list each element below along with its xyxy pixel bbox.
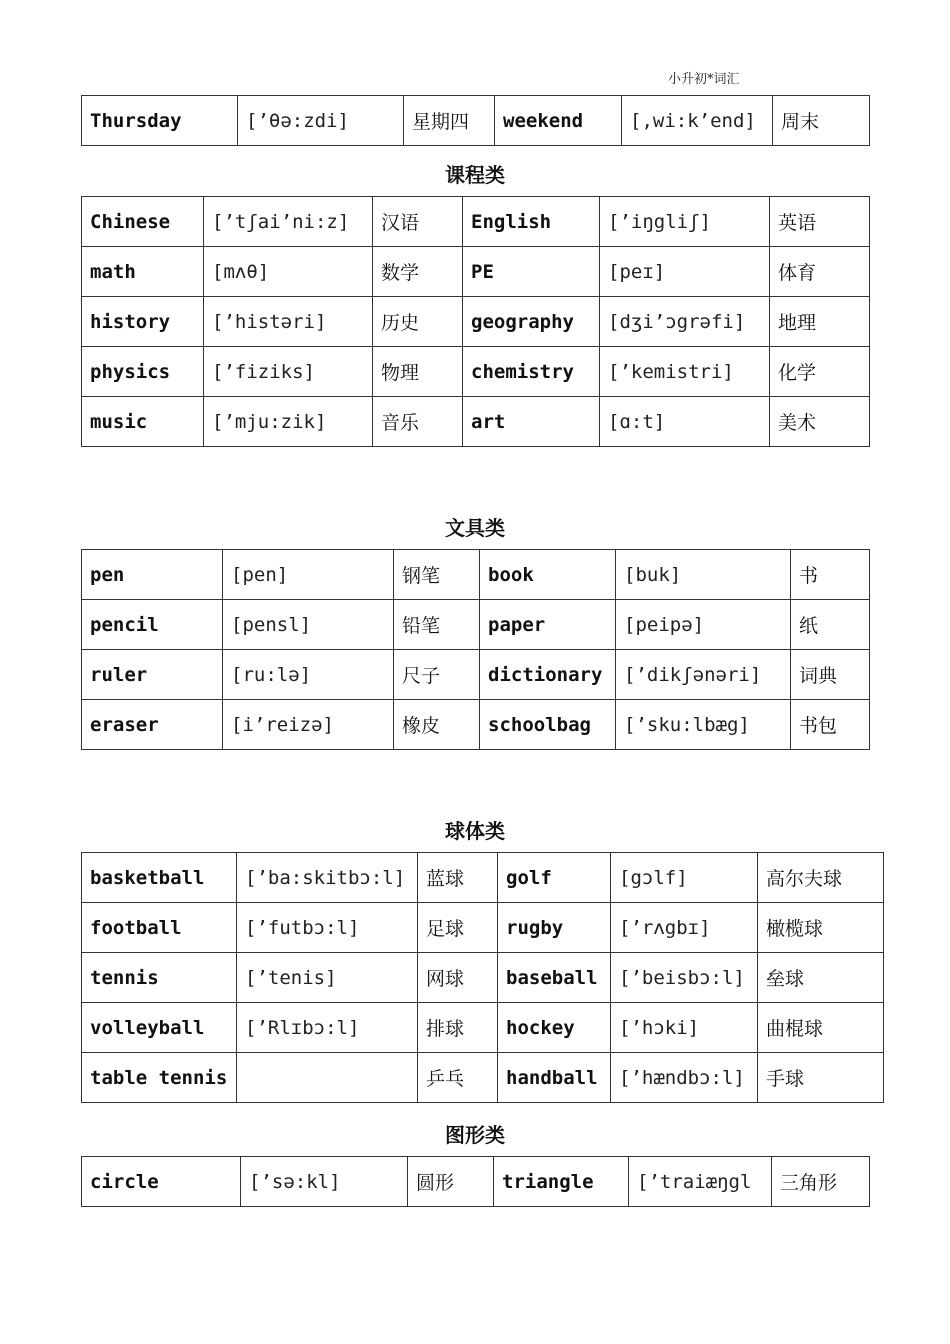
english-word-cell: geography (463, 297, 600, 347)
phonetic-cell: [pen] (223, 550, 394, 600)
table-row (82, 1003, 884, 1053)
english-word-cell: basketball (82, 853, 237, 903)
chinese-meaning-cell: 足球 (418, 903, 498, 953)
chinese-meaning-cell: 尺子 (394, 650, 480, 700)
chinese-meaning-cell: 手球 (758, 1053, 884, 1103)
english-word-cell: circle (82, 1157, 241, 1207)
chinese-meaning-cell: 三角形 (772, 1157, 870, 1207)
chinese-meaning-cell: 地理 (770, 297, 870, 347)
chinese-meaning-cell: 高尔夫球 (758, 853, 884, 903)
chinese-meaning-cell: 垒球 (758, 953, 884, 1003)
table-row (82, 1157, 870, 1207)
phonetic-cell: [peɪ] (600, 247, 770, 297)
chinese-meaning-cell: 曲棍球 (758, 1003, 884, 1053)
table-row (82, 600, 870, 650)
english-word-cell: PE (463, 247, 600, 297)
chinese-meaning-cell: 排球 (418, 1003, 498, 1053)
english-word-cell: ruler (82, 650, 223, 700)
chinese-meaning-cell: 乒乓 (418, 1053, 498, 1103)
chinese-meaning-cell: 数学 (373, 247, 463, 297)
chinese-meaning-cell: 历史 (373, 297, 463, 347)
chinese-meaning-cell: 铅笔 (394, 600, 480, 650)
phonetic-cell: [gɔlf] (611, 853, 758, 903)
table-row (82, 1053, 884, 1103)
chinese-meaning-cell: 化学 (770, 347, 870, 397)
phonetic-cell: [ɑ:t] (600, 397, 770, 447)
chinese-meaning-cell: 汉语 (373, 197, 463, 247)
vocab-table-stationery (81, 549, 870, 750)
phonetic-cell: [’sə:kl] (241, 1157, 408, 1207)
chinese-meaning-cell: 体育 (770, 247, 870, 297)
english-word-cell: paper (480, 600, 616, 650)
chinese-meaning-cell: 网球 (418, 953, 498, 1003)
english-word-cell: tennis (82, 953, 237, 1003)
phonetic-cell: [’kemistri] (600, 347, 770, 397)
chinese-meaning-cell: 蓝球 (418, 853, 498, 903)
chinese-meaning-cell: 音乐 (373, 397, 463, 447)
section-title-stationery: 文具类 (445, 516, 505, 540)
phonetic-cell: [’hændbɔ:l] (611, 1053, 758, 1103)
phonetic-cell: [’hɔki] (611, 1003, 758, 1053)
chinese-meaning-cell: 书包 (791, 700, 870, 750)
table-row (82, 247, 870, 297)
phonetic-cell: [’traiæŋgl (629, 1157, 772, 1207)
phonetic-cell: [,wi:k’end] (622, 96, 773, 146)
vocab-table-days (81, 95, 870, 146)
english-word-cell: hockey (498, 1003, 611, 1053)
phonetic-cell: [peipə] (616, 600, 791, 650)
english-word-cell: schoolbag (480, 700, 616, 750)
table-row (82, 650, 870, 700)
phonetic-cell: [’beisbɔ:l] (611, 953, 758, 1003)
phonetic-cell: [ru:lə] (223, 650, 394, 700)
chinese-meaning-cell: 美术 (770, 397, 870, 447)
vocab-table-shapes (81, 1156, 870, 1207)
table-row (82, 96, 870, 146)
chinese-meaning-cell: 书 (791, 550, 870, 600)
phonetic-cell: [’tenis] (237, 953, 418, 1003)
english-word-cell: eraser (82, 700, 223, 750)
table-row (82, 297, 870, 347)
english-word-cell: baseball (498, 953, 611, 1003)
phonetic-cell: [pensl] (223, 600, 394, 650)
english-word-cell: book (480, 550, 616, 600)
section-title-balls: 球体类 (445, 819, 505, 843)
table-row (82, 700, 870, 750)
english-word-cell: golf (498, 853, 611, 903)
chinese-meaning-cell: 星期四 (404, 96, 495, 146)
phonetic-cell: [’dikʃənəri] (616, 650, 791, 700)
phonetic-cell: [’futbɔ:l] (237, 903, 418, 953)
table-row (82, 903, 884, 953)
phonetic-cell: [’Rlɪbɔ:l] (237, 1003, 418, 1053)
english-word-cell: Thursday (82, 96, 238, 146)
phonetic-cell: [’θə:zdi] (238, 96, 404, 146)
english-word-cell: art (463, 397, 600, 447)
english-word-cell: weekend (495, 96, 622, 146)
chinese-meaning-cell: 圆形 (408, 1157, 494, 1207)
english-word-cell: history (82, 297, 204, 347)
english-word-cell: pen (82, 550, 223, 600)
chinese-meaning-cell: 英语 (770, 197, 870, 247)
phonetic-cell: [’mju:zik] (204, 397, 373, 447)
phonetic-cell: [i’reizə] (223, 700, 394, 750)
english-word-cell: physics (82, 347, 204, 397)
table-row (82, 550, 870, 600)
table-row (82, 347, 870, 397)
chinese-meaning-cell: 橡皮 (394, 700, 480, 750)
phonetic-cell (237, 1053, 418, 1103)
header-note: 小升初*词汇 (668, 72, 740, 87)
phonetic-cell: [’rʌgbɪ] (611, 903, 758, 953)
phonetic-cell: [’fiziks] (204, 347, 373, 397)
chinese-meaning-cell: 钢笔 (394, 550, 480, 600)
english-word-cell: Chinese (82, 197, 204, 247)
table-row (82, 953, 884, 1003)
english-word-cell: chemistry (463, 347, 600, 397)
english-word-cell: pencil (82, 600, 223, 650)
phonetic-cell: [mʌθ] (204, 247, 373, 297)
table-row (82, 397, 870, 447)
english-word-cell: music (82, 397, 204, 447)
section-title-courses: 课程类 (445, 163, 505, 187)
english-word-cell: table tennis (82, 1053, 237, 1103)
english-word-cell: rugby (498, 903, 611, 953)
phonetic-cell: [’ba:skitbɔ:l] (237, 853, 418, 903)
phonetic-cell: [’histəri] (204, 297, 373, 347)
english-word-cell: volleyball (82, 1003, 237, 1053)
phonetic-cell: [’iŋgliʃ] (600, 197, 770, 247)
phonetic-cell: [dʒi’ɔgrəfi] (600, 297, 770, 347)
vocab-table-courses (81, 196, 870, 447)
english-word-cell: dictionary (480, 650, 616, 700)
section-title-shapes: 图形类 (445, 1123, 505, 1147)
chinese-meaning-cell: 周末 (773, 96, 870, 146)
english-word-cell: triangle (494, 1157, 629, 1207)
english-word-cell: math (82, 247, 204, 297)
english-word-cell: football (82, 903, 237, 953)
english-word-cell: handball (498, 1053, 611, 1103)
phonetic-cell: [’sku:lbæg] (616, 700, 791, 750)
phonetic-cell: [buk] (616, 550, 791, 600)
table-row (82, 853, 884, 903)
table-row (82, 197, 870, 247)
chinese-meaning-cell: 纸 (791, 600, 870, 650)
chinese-meaning-cell: 物理 (373, 347, 463, 397)
phonetic-cell: [’tʃai’ni:z] (204, 197, 373, 247)
chinese-meaning-cell: 词典 (791, 650, 870, 700)
vocab-table-balls (81, 852, 884, 1103)
chinese-meaning-cell: 橄榄球 (758, 903, 884, 953)
english-word-cell: English (463, 197, 600, 247)
